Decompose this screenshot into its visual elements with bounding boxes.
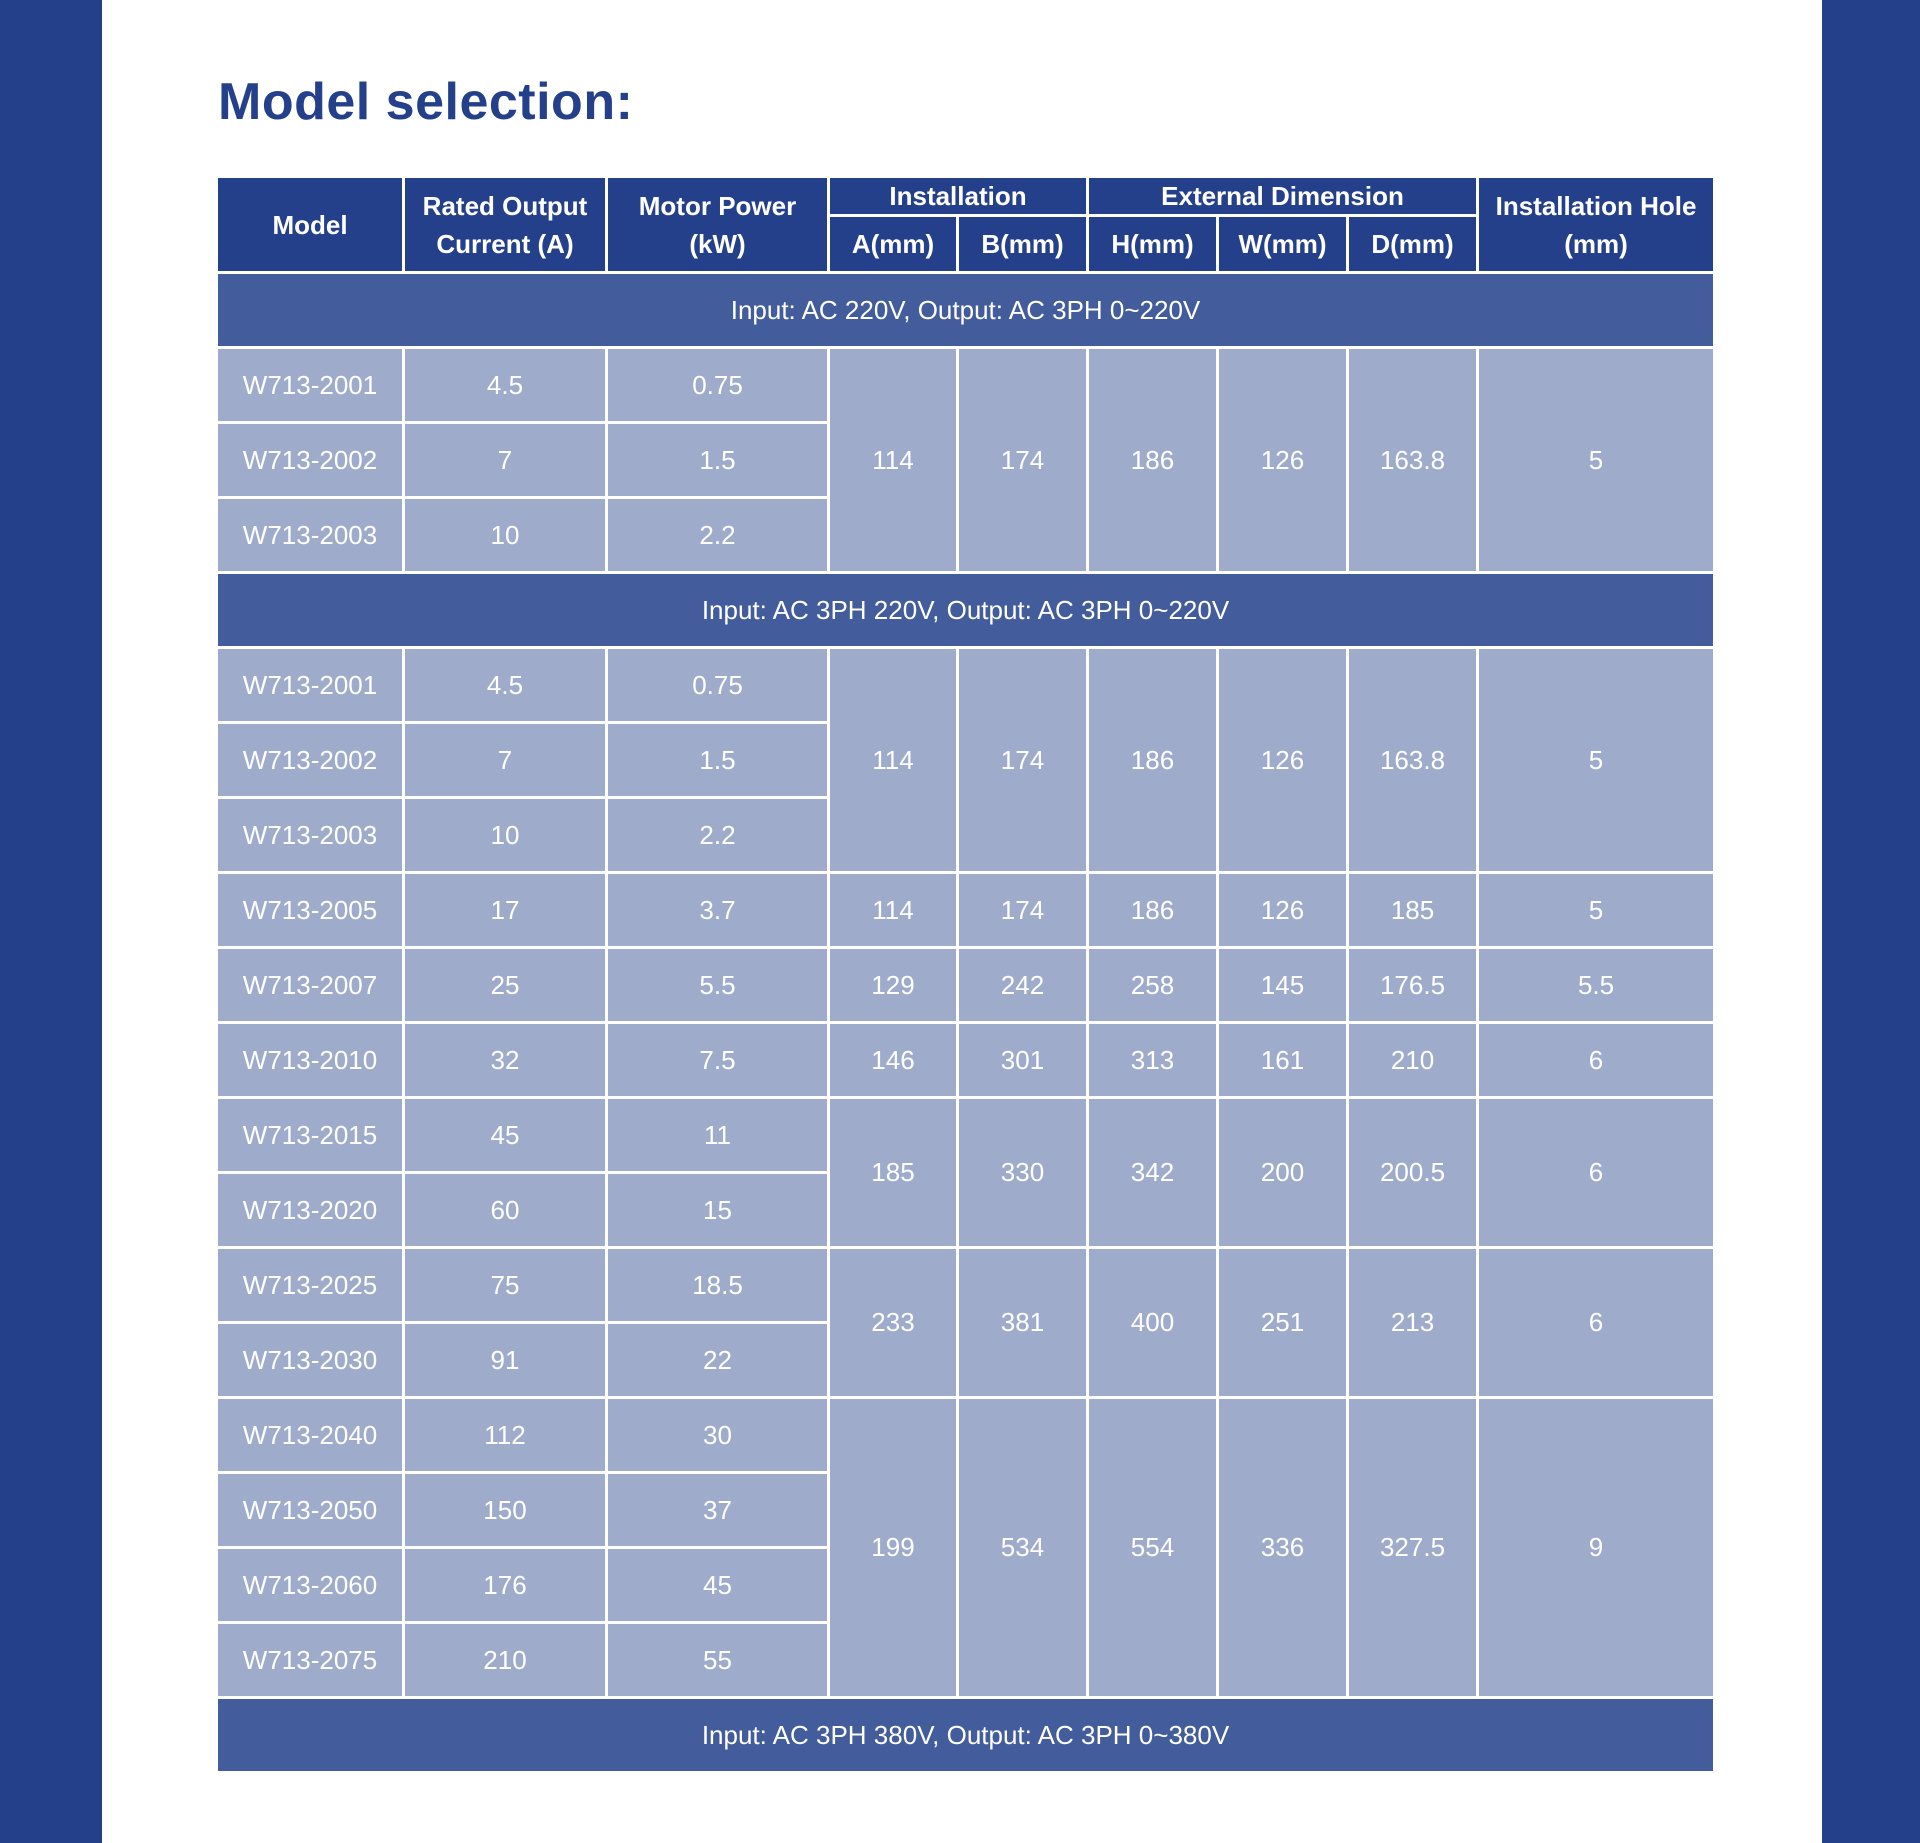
installation-a-cell: 146 [829,1023,958,1098]
dimension-w-cell: 126 [1218,348,1348,573]
installation-b-cell: 381 [958,1248,1088,1398]
installation-a-cell: 185 [829,1098,958,1248]
header-motor-power: Motor Power (kW) [607,177,829,273]
table-row [217,1248,1715,1323]
dimension-h-cell: 258 [1088,948,1218,1023]
installation-hole-cell: 9 [1478,1398,1715,1698]
dimension-h-cell: 342 [1088,1098,1218,1248]
motor-power-cell: 30 [607,1398,829,1473]
motor-power-cell: 55 [607,1623,829,1698]
model-cell: W713-2007 [217,948,404,1023]
installation-b-cell: 534 [958,1398,1088,1698]
header-d-mm: D(mm) [1348,216,1478,273]
model-cell: W713-2001 [217,348,404,423]
dimension-w-cell: 126 [1218,648,1348,873]
installation-hole-cell: 5 [1478,348,1715,573]
dimension-h-cell: 186 [1088,648,1218,873]
installation-hole-cell: 5.5 [1478,948,1715,1023]
page [102,0,1822,1843]
rated-current-cell: 4.5 [404,348,607,423]
rated-current-cell: 10 [404,498,607,573]
installation-a-cell: 114 [829,648,958,873]
model-cell: W713-2002 [217,723,404,798]
rated-current-cell: 7 [404,423,607,498]
rated-current-cell: 91 [404,1323,607,1398]
section-row [217,573,1715,648]
header-installation: Installation [829,177,1088,216]
model-cell: W713-2020 [217,1173,404,1248]
model-cell: W713-2003 [217,798,404,873]
rated-current-cell: 210 [404,1623,607,1698]
dimension-w-cell: 251 [1218,1248,1348,1398]
header-model: Model [217,177,404,273]
model-cell: W713-2030 [217,1323,404,1398]
model-cell: W713-2015 [217,1098,404,1173]
installation-hole-cell: 6 [1478,1248,1715,1398]
motor-power-cell: 2.2 [607,798,829,873]
model-cell: W713-2005 [217,873,404,948]
installation-a-cell: 199 [829,1398,958,1698]
header-external-dimension: External Dimension [1088,177,1478,216]
dimension-h-cell: 186 [1088,348,1218,573]
installation-a-cell: 129 [829,948,958,1023]
motor-power-cell: 11 [607,1098,829,1173]
installation-b-cell: 301 [958,1023,1088,1098]
installation-b-cell: 242 [958,948,1088,1023]
installation-a-cell: 233 [829,1248,958,1398]
installation-b-cell: 174 [958,348,1088,573]
table-row [217,873,1715,948]
dimension-w-cell: 145 [1218,948,1348,1023]
table-row [217,348,1715,423]
rated-current-cell: 60 [404,1173,607,1248]
rated-current-cell: 7 [404,723,607,798]
model-cell: W713-2002 [217,423,404,498]
motor-power-cell: 15 [607,1173,829,1248]
rated-current-cell: 10 [404,798,607,873]
motor-power-cell: 45 [607,1548,829,1623]
dimension-w-cell: 200 [1218,1098,1348,1248]
motor-power-cell: 22 [607,1323,829,1398]
motor-power-cell: 5.5 [607,948,829,1023]
table-row [217,1023,1715,1098]
dimension-d-cell: 163.8 [1348,348,1478,573]
rated-current-cell: 150 [404,1473,607,1548]
model-cell: W713-2025 [217,1248,404,1323]
dimension-w-cell: 126 [1218,873,1348,948]
header-b-mm: B(mm) [958,216,1088,273]
installation-hole-cell: 6 [1478,1023,1715,1098]
dimension-d-cell: 185 [1348,873,1478,948]
dimension-d-cell: 163.8 [1348,648,1478,873]
header-h-mm: H(mm) [1088,216,1218,273]
page-title: Model selection: [218,73,634,131]
motor-power-cell: 0.75 [607,348,829,423]
header-installation-hole: Installation Hole (mm) [1478,177,1715,273]
dimension-h-cell: 554 [1088,1398,1218,1698]
model-cell: W713-2075 [217,1623,404,1698]
rated-current-cell: 25 [404,948,607,1023]
motor-power-cell: 1.5 [607,423,829,498]
section-label: Input: AC 3PH 220V, Output: AC 3PH 0~220V [217,573,1715,648]
model-cell: W713-2001 [217,648,404,723]
table-body [217,273,1715,1773]
dimension-d-cell: 213 [1348,1248,1478,1398]
motor-power-cell: 18.5 [607,1248,829,1323]
rated-current-cell: 176 [404,1548,607,1623]
motor-power-cell: 1.5 [607,723,829,798]
dimension-h-cell: 313 [1088,1023,1218,1098]
dimension-h-cell: 186 [1088,873,1218,948]
model-cell: W713-2003 [217,498,404,573]
dimension-d-cell: 176.5 [1348,948,1478,1023]
rated-current-cell: 45 [404,1098,607,1173]
section-row [217,1698,1715,1773]
section-label: Input: AC 3PH 380V, Output: AC 3PH 0~380V [217,1698,1715,1773]
rated-current-cell: 32 [404,1023,607,1098]
header-a-mm: A(mm) [829,216,958,273]
section-row [217,273,1715,348]
installation-hole-cell: 5 [1478,648,1715,873]
dimension-d-cell: 327.5 [1348,1398,1478,1698]
installation-hole-cell: 6 [1478,1098,1715,1248]
installation-b-cell: 174 [958,873,1088,948]
installation-a-cell: 114 [829,873,958,948]
table-row [217,1098,1715,1173]
dimension-h-cell: 400 [1088,1248,1218,1398]
header-w-mm: W(mm) [1218,216,1348,273]
model-cell: W713-2060 [217,1548,404,1623]
dimension-d-cell: 200.5 [1348,1098,1478,1248]
model-cell: W713-2010 [217,1023,404,1098]
installation-b-cell: 174 [958,648,1088,873]
motor-power-cell: 7.5 [607,1023,829,1098]
model-selection-table [215,175,1716,1774]
rated-current-cell: 4.5 [404,648,607,723]
motor-power-cell: 0.75 [607,648,829,723]
dimension-w-cell: 161 [1218,1023,1348,1098]
installation-a-cell: 114 [829,348,958,573]
model-cell: W713-2050 [217,1473,404,1548]
rated-current-cell: 17 [404,873,607,948]
dimension-w-cell: 336 [1218,1398,1348,1698]
motor-power-cell: 3.7 [607,873,829,948]
model-cell: W713-2040 [217,1398,404,1473]
table-row [217,948,1715,1023]
rated-current-cell: 112 [404,1398,607,1473]
section-label: Input: AC 220V, Output: AC 3PH 0~220V [217,273,1715,348]
table-row [217,1398,1715,1473]
table-row [217,648,1715,723]
rated-current-cell: 75 [404,1248,607,1323]
dimension-d-cell: 210 [1348,1023,1478,1098]
motor-power-cell: 2.2 [607,498,829,573]
motor-power-cell: 37 [607,1473,829,1548]
installation-b-cell: 330 [958,1098,1088,1248]
installation-hole-cell: 5 [1478,873,1715,948]
header-rated-output-current: Rated Output Current (A) [404,177,607,273]
